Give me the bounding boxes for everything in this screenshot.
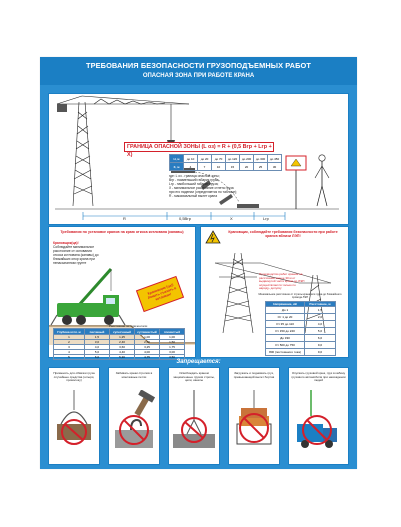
excavation-panel xyxy=(48,226,196,358)
excavation-heading: Требования по установке кранов на краю откоса котлована (канавы) xyxy=(60,230,184,234)
prohibited-heading: Запрещается: xyxy=(176,359,221,365)
table-cell: 1,5 xyxy=(305,307,336,314)
table-cell: 4,0 xyxy=(85,345,110,350)
table-cell: 1,00 xyxy=(160,335,185,340)
table-cell: 7 xyxy=(198,163,212,171)
table-row xyxy=(266,328,336,335)
excavation-table-caption: Расстояние по горизонтали xyxy=(109,324,148,328)
table-cell: 3,50 xyxy=(160,355,185,360)
table-cell: 1 xyxy=(54,335,85,340)
table-cell: до 20 xyxy=(198,155,212,163)
prohibited-item xyxy=(48,367,100,465)
table-cell: глинистый xyxy=(160,329,185,335)
table-cell: до 200 xyxy=(240,155,254,163)
hook-hammer-icon xyxy=(109,390,159,460)
table-cell: 2 xyxy=(54,340,85,345)
table-cell: 25 xyxy=(254,163,268,171)
dim-label-bgr: 0,5Bгр xyxy=(179,216,191,221)
table-cell: 9,0 xyxy=(305,342,336,349)
warning-line: Соблюдайте минимальное xyxy=(53,245,95,249)
table-cell: 1,00 xyxy=(135,335,160,340)
table-cell: 4,40 xyxy=(110,350,135,355)
table-cell: От 150 до 220 xyxy=(266,328,305,335)
table-cell: 2,00 xyxy=(135,340,160,345)
table-cell: 6,0 xyxy=(305,335,336,342)
table-cell: 800 (постоянного тока) xyxy=(266,349,305,356)
table-cell: 5,0 xyxy=(305,328,336,335)
scrap-wire-icon xyxy=(49,390,99,460)
legend-line: R - максимальный вылет крана xyxy=(169,194,218,198)
table-cell: 5,0 xyxy=(85,350,110,355)
warning-line: ненасыпанном грунте xyxy=(53,261,87,265)
table-cell: 20 xyxy=(240,163,254,171)
table-cell: Н, м xyxy=(170,155,184,163)
table-cell: 4,75 xyxy=(135,355,160,360)
table-cell: 3 xyxy=(54,345,85,350)
note-line: Производство работ краном на xyxy=(259,272,303,276)
crane-operator-warning xyxy=(53,245,113,265)
prohibited-item xyxy=(168,367,220,465)
prohibited-item-label: Забивать крюки стропов в монтажные петли xyxy=(115,371,153,379)
table-cell: до 120 xyxy=(226,155,240,163)
danger-zone-formula: ГРАНИЦА ОПАСНОЙ ЗОНЫ (L оз) = R + (0,5 Bгр + Lгр + X) xyxy=(124,142,274,152)
dim-label-x: X xyxy=(230,216,233,221)
note-line: выдвинутой части крана до ЛЭП xyxy=(259,279,305,284)
table-row xyxy=(266,321,336,328)
table-cell: 3,00 xyxy=(160,350,185,355)
prohibited-item-label: Загружать и поднимать груз, превышающий вылет бортов xyxy=(233,371,275,379)
pinched-sling-icon xyxy=(169,390,219,460)
truck-hook-icon xyxy=(289,390,348,460)
power-line-table-caption: Минимальное расстояние от стрелы крана или груза до ближайшего провода ЛЭП xyxy=(258,293,342,299)
overloaded-box-icon xyxy=(229,390,279,460)
power-line-heading: Крановщик, соблюдайте требования безопасности при работе кранов вблизи ЛЭП! xyxy=(228,230,338,238)
table-cell: суглинистый xyxy=(135,329,160,335)
warning-line: расстояние от основания xyxy=(53,249,92,253)
prohibited-item xyxy=(108,367,160,465)
note-line: осуществляется только по xyxy=(259,282,296,287)
table-cell: до 450 xyxy=(268,155,282,163)
table-row xyxy=(266,314,336,321)
table-cell: От 35 до 110 xyxy=(266,321,305,328)
height-distance-table xyxy=(169,154,282,171)
table-cell: От 1 до 20 xyxy=(266,314,305,321)
table-cell: Напряжение, кВ xyxy=(266,302,305,307)
power-line-distance-table xyxy=(265,301,336,356)
table-cell: 6,0 xyxy=(85,355,110,360)
table-cell: 3,0 xyxy=(85,340,110,345)
poster-subtitle: ОПАСНАЯ ЗОНА ПРИ РАБОТЕ КРАНА xyxy=(142,73,255,79)
table-row xyxy=(266,335,336,342)
table-cell: Расстояние, м xyxy=(305,302,336,307)
danger-zone-panel xyxy=(48,93,349,225)
formula-legend xyxy=(169,174,269,198)
prohibited-item xyxy=(288,367,349,465)
table-cell: До 1 xyxy=(266,307,305,314)
table-cell: 1,50 xyxy=(160,340,185,345)
table-cell: песчаный xyxy=(85,329,110,335)
table-cell: до 70 xyxy=(212,155,226,163)
table-cell: До 330 xyxy=(266,335,305,342)
table-cell: 5 xyxy=(54,355,85,360)
prohibited-item xyxy=(228,367,280,465)
warning-line: ближайших опор крана при xyxy=(53,257,95,261)
table-cell: 10 xyxy=(212,163,226,171)
prohibited-item-label: Применять для обвязки груза случайные средства (штыри, проволоку) xyxy=(53,371,95,383)
excavation-distance-table xyxy=(53,328,185,360)
legend-line: при его падении (определяется по таблице); xyxy=(169,190,238,194)
table-row xyxy=(266,307,336,314)
table-cell: супесчаный xyxy=(110,329,135,335)
table-cell: до 10 xyxy=(184,155,198,163)
table-cell: 2,40 xyxy=(110,340,135,345)
legend-line: Lгр - наибольший габарит груза; xyxy=(169,182,219,186)
prohibited-item-label: Опускать грузовой крюк, груз в кабину грузового автомобиля при нахождении людей xyxy=(291,371,346,383)
poster-title: ТРЕБОВАНИЯ БЕЗОПАСНОСТИ ГРУЗОПОДЪЕМНЫХ РАБОТ xyxy=(86,61,311,70)
table-cell: 1,25 xyxy=(110,335,135,340)
warning-triangle-icon xyxy=(205,230,221,244)
dim-label-r: R xyxy=(123,216,126,221)
crane-operator-warning-title: Крановщик(ца)! xyxy=(53,241,79,245)
table-cell: 1,75 xyxy=(160,345,185,350)
dim-label-lgr: Lгр xyxy=(263,216,269,221)
legend-line: Bгр - наименьший габарит груза; xyxy=(169,178,220,182)
table-cell: 3,60 xyxy=(110,345,135,350)
excavation-sign: Крановщик (ца)! Ломать съехать в котлован! xyxy=(147,282,177,302)
safety-poster xyxy=(40,57,357,469)
table-cell: 30 xyxy=(268,163,282,171)
table-cell: до 300 xyxy=(254,155,268,163)
table-cell: 5,30 xyxy=(110,355,135,360)
legend-line: Х - минимальное расстояние отлета груза xyxy=(169,186,234,190)
prohibited-item-label: Освобождать краном защемленные грузом стропы, цепи, канаты xyxy=(173,371,215,383)
note-line: расстоянии менее 30 м от xyxy=(259,275,296,280)
note-line: наряду- допуску xyxy=(259,286,282,291)
table-row xyxy=(266,349,336,356)
table-cell: 9,0 xyxy=(305,349,336,356)
table-row xyxy=(266,342,336,349)
power-line-note xyxy=(259,273,339,291)
table-cell: 4,00 xyxy=(135,350,160,355)
table-cell: 2,0 xyxy=(305,314,336,321)
power-line-panel xyxy=(200,226,349,358)
table-cell: Глубина котл. м xyxy=(54,329,85,335)
table-cell: 15 xyxy=(226,163,240,171)
legend-line: где: L оз - граница опасной зоны; xyxy=(169,174,220,178)
warning-line: откоса котлована (канавы) до xyxy=(53,253,99,257)
table-cell: 1,5 xyxy=(85,335,110,340)
table-cell: 4 xyxy=(54,350,85,355)
table-cell: 3,25 xyxy=(135,345,160,350)
table-cell: 4,0 xyxy=(305,321,336,328)
table-cell: От 500 до 750 xyxy=(266,342,305,349)
table-cell: 4 xyxy=(184,163,198,171)
table-cell: Х, м xyxy=(170,163,184,171)
